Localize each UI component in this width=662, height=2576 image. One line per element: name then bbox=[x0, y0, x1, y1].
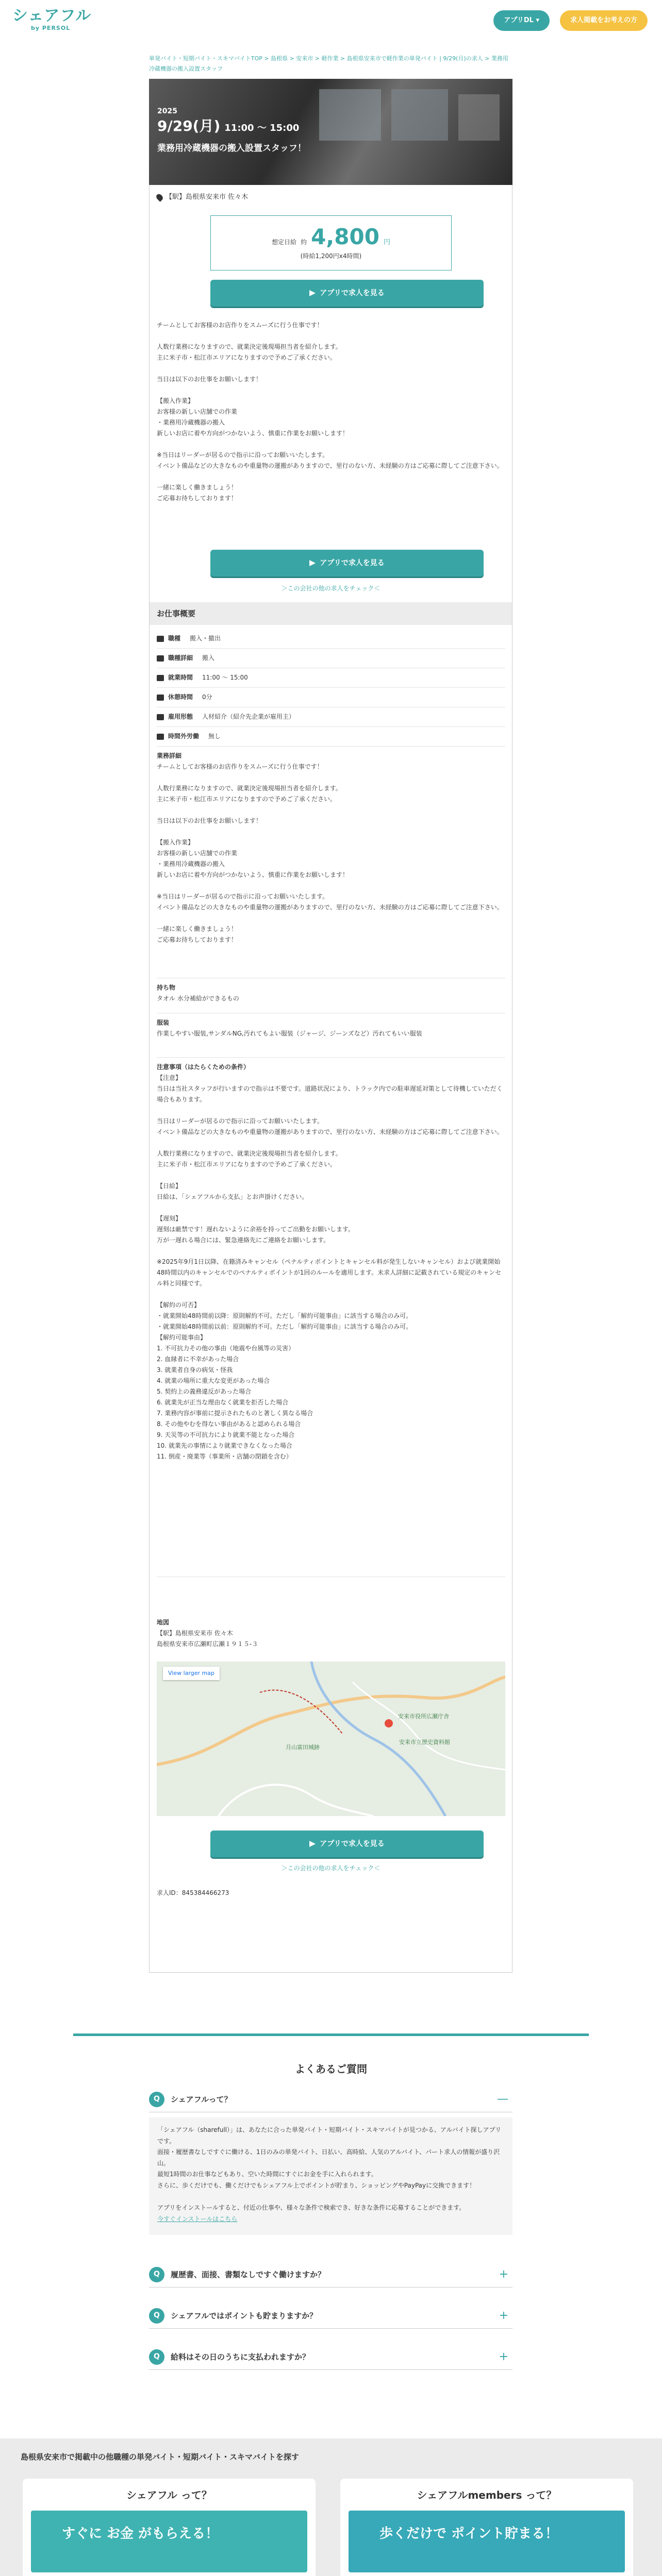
expand-icon[interactable]: + bbox=[499, 2350, 508, 2363]
job-description: チームとしてお客様のお店作りをスムーズに行う仕事です！ 人数行業務になりますので、就業決定後現場担当者を紹介します。 主に米子市・松江市エリアになりますので予めご了承ください。 当日は以下のお仕事をお願いします！ 【搬入作業】 お客様の新しい店舗での作業 ・業務用冷蔵機器の搬入 新しいお店に着や方向がつかないよう、慎重に作業をお願いします！ ※当日はリーダーが居るので指示に沿ってお願いいたします。 イベント備品などの大きなものや重量物の運搬がありますので、里行のない方、未経験の方はご応募に際してご注意下さい。 一緒に楽しく働きましょう！ ご応募お待ちしております！ bbox=[157, 321, 503, 502]
attr-row: 職種詳細 搬入 bbox=[157, 649, 505, 668]
pin-icon bbox=[155, 193, 164, 202]
faq-answer: 「シェアフル（sharefull）」は、あなたに合った単発バイト・短期バイト・スキマバイトが見つかる、アルバイト探しアプリです。 面接・履歴書なしですぐに働ける、1日のみの単発バイト、日払い、高時給、人気のアルバイト、パート求人の情報が盛り沢山。 最短1時間のお仕事などもあり、空いた時間にすぐにお金を手に入れられます。 さらに、歩くだけでも、働くだけでもシェアフル上でポイントが貯まり、ショッピングやPayPayに交換できます！ アプリをインストールすると、付近の仕事や、様々な条件で検索でき、好きな条件に応募することができます。 今すぐインストールはこちら bbox=[149, 2117, 512, 2235]
attr-row: 職種 搬入・撤出 bbox=[157, 629, 505, 649]
map-place-3: 安来市立歴史資料館 bbox=[399, 1739, 450, 1745]
briefcase-icon bbox=[157, 636, 164, 642]
q-icon: Q bbox=[149, 2267, 164, 2282]
promo-section bbox=[0, 2438, 662, 2576]
promo-card-members bbox=[340, 2479, 633, 2576]
wage-prefix: 約 bbox=[301, 239, 307, 246]
expand-icon[interactable]: + bbox=[499, 2309, 508, 2322]
faq-question[interactable]: Q シェアフルではポイントも貯まりますか？ + bbox=[149, 2303, 512, 2329]
attr-row: 就業時間 11:00 〜 15:00 bbox=[157, 668, 505, 688]
logo-sub: by PERSOL bbox=[31, 25, 71, 32]
dress-code: 服装 作業しやすい服装,サンダルNG,汚れてもよい服装（ジャージ、ジーンズなど）汚れてもいい服装 bbox=[157, 1018, 505, 1058]
job-title: 業務用冷蔵機器の搬入設置スタッフ！ bbox=[157, 143, 306, 154]
site-logo[interactable] bbox=[12, 8, 91, 33]
hero-date: 9/29(月) 11:00 〜 15:00 bbox=[157, 117, 300, 134]
view-in-app-button-3[interactable]: アプリで求人を見る bbox=[210, 1831, 484, 1857]
divider bbox=[73, 2033, 589, 2036]
promo-card-sharefull bbox=[23, 2479, 316, 2576]
expand-icon[interactable]: + bbox=[499, 2267, 508, 2281]
map-place-1: 安来市役所広瀬庁舎 bbox=[398, 1713, 449, 1720]
wage-box bbox=[210, 215, 452, 270]
faq-question[interactable]: Q 給料はその日のうちに支払われますか？ + bbox=[149, 2344, 512, 2370]
promo-title: 島根県安来市で掲載中の他職種の単発バイト・短期バイト・スキマバイトを探す bbox=[21, 2452, 299, 2462]
logo-text: シェアフル bbox=[12, 7, 92, 25]
work-detail: 業務詳細 チームとしてお客様のお店作りをスムーズに行う仕事です！ 人数行業務になりますので、就業決定後現場担当者を紹介します。 主に米子市・松江市エリアになりますので予めご了承ください。 当日は以下のお仕事をお願いします！ 【搬入作業】 お客様の新しい店舗での作業 ・業務用冷蔵機器の搬入 新しいお店に着や方向がつかないよう、慎重に作業をお願いします！ ※当日はリーダーが居るので指示に沿ってお願いいたします。 イベント備品などの大きなものや重量物の運搬がありますので、里行のない方、未経験の方はご応募に際してご注意下さい。 一緒に楽しく働きましょう！ ご応募お待ちしております！ bbox=[157, 751, 505, 978]
job-detail-box bbox=[149, 185, 512, 1973]
map-place-2: 月山富田城跡 bbox=[286, 1744, 320, 1751]
attr-row: 時間外労働 無し bbox=[157, 727, 505, 747]
send-icon bbox=[309, 1841, 316, 1847]
promo-banner[interactable]: すぐに お金 がもらえる！ bbox=[31, 2511, 307, 2572]
section-title: お仕事概要 bbox=[150, 602, 512, 625]
q-icon: Q bbox=[149, 2308, 164, 2324]
overtime-icon bbox=[157, 734, 164, 740]
wage-unit: 円 bbox=[383, 239, 390, 246]
send-icon bbox=[309, 290, 316, 296]
card-heading: シェアフル って？ bbox=[126, 2489, 212, 2501]
building-icon bbox=[157, 714, 164, 720]
wage-label: 想定日給 bbox=[272, 239, 297, 246]
faq-question[interactable]: Q シェアフルって？ — bbox=[149, 2087, 512, 2112]
job-location: 【駅】島根県安来市 佐々木 bbox=[157, 192, 248, 203]
collapse-icon[interactable]: — bbox=[497, 2092, 508, 2106]
map-info: 地図 【駅】島根県安来市 佐々木 島根県安来市広瀬町広瀬１９１５-３ bbox=[157, 1619, 258, 1648]
view-larger-map-link[interactable]: View larger map bbox=[163, 1667, 220, 1680]
map-drawing bbox=[157, 1662, 505, 1816]
install-link[interactable]: 今すぐインストールはこちら bbox=[157, 2215, 238, 2223]
card-heading: シェアフルmembers って？ bbox=[417, 2489, 557, 2501]
corporate-listing-button[interactable]: 求人掲載をお考えの方 bbox=[560, 10, 648, 31]
wage-sub: (時給1,200円x4時間) bbox=[300, 252, 362, 260]
attr-row: 雇用形態 人材紹介（紹介先企業が雇用主） bbox=[157, 707, 505, 727]
coffee-icon bbox=[157, 694, 164, 701]
hero-year: 2025 bbox=[157, 107, 177, 115]
q-icon: Q bbox=[149, 2349, 164, 2365]
notes: 注意事項（はたらくための条件） 【注意】 当日は当社スタッフが行いますので指示は不要です。道路状況により、トラック内での駐車遅延対策として待機していただく場合もあります。 当日はリーダーが居るので指示に沿ってお願いいたします。 イベント備品などの大きなものや重量物の運搬がありますので、里行のない方、未経験の方はご応募に際してご注意下さい。 人数行業務になりますので、就業決定後現場担当者を紹介します。 主に米子市・松江市エリアになりますので予めご了承ください。 【日給】 日給は、「シェアフルから支払」とお声掛けください。 【遅刻】 遅刻は厳禁です！遅れないように余裕を持ってご出勤をお願いします。 万が一遅れる場合には、緊急連絡先にご連絡をお願いします。 ※2025年9月1日以降、在籍済みキャンセル（ペナルティポイントとキャンセル料が発生しないキャンセル）および就業開始48時間以内のキャンセルでのペナルティポイントが1回のルールを適用します。未求人詳細に記載されている規定のキャンセル料と同様です。 【解約の可否】 ・就業開始48時間前以降：原則解約不可。ただし「解約可能事由」に該当する場合のみ可。 ・就業開始48時間前以前：原則解約不可。ただし「解約可能事由」に該当する場合のみ可。 【解約可能事由】 1. 不可抗力その他の事由（地震や台風等の災害） 2. 血縁者に不幸があった場合 3. 就業者自身の病気・怪我 4. 就業の場所に重大な変更があった場合 5. 契約上の義務違反があった場合 6. 就業先が正当な理由なく就業を拒否した場合 7. 業務内容が事前に提示されたものと著しく異なる場合 8. その他やむを得ない事由があると認められる場合 9. 天災等の不可抗力により就業不能となった場合 10. 就業先の事情により就業できなくなった場合 11. 倒産・廃業等（事業所・店舗の閉鎖を含む） bbox=[157, 1062, 505, 1577]
map[interactable] bbox=[157, 1662, 505, 1816]
other-jobs-link-2[interactable]: ＞この会社の他の求人をチェック＜ bbox=[281, 1865, 380, 1872]
faq-question[interactable]: Q 履歴書、面接、書類なしですぐ働けますか？ + bbox=[149, 2262, 512, 2287]
wage-value: 4,800 bbox=[311, 224, 379, 249]
list-icon bbox=[157, 655, 164, 662]
view-in-app-button-2[interactable]: アプリで求人を見る bbox=[210, 550, 484, 577]
q-icon: Q bbox=[149, 2092, 164, 2107]
clock-icon bbox=[157, 675, 164, 681]
belongings: 持ち物 タオル 水分補給ができるもの bbox=[157, 982, 505, 1013]
site-header bbox=[0, 0, 662, 41]
promo-banner[interactable]: 歩くだけで ポイント貯まる！ bbox=[349, 2511, 625, 2572]
faq-title: よくあるご質問 bbox=[295, 2063, 367, 2075]
view-in-app-button[interactable]: アプリで求人を見る bbox=[210, 280, 484, 307]
job-hero-image bbox=[149, 79, 512, 185]
other-jobs-link[interactable]: ＞この会社の他の求人をチェック＜ bbox=[281, 585, 380, 592]
job-id: 求人ID：845384466273 bbox=[157, 1889, 229, 1896]
app-download-button[interactable]: アプリDL ▾ bbox=[493, 10, 550, 31]
breadcrumb[interactable]: 単発バイト・短期バイト・スキマバイトTOP > 島根県 > 安来市 > 軽作業 > 島根県安来市で軽作業の単発バイト | 9/29(月)の求人 > 業務用冷蔵機器の搬入設置スタッフ bbox=[149, 55, 508, 72]
attr-row: 休憩時間 0分 bbox=[157, 688, 505, 707]
send-icon bbox=[309, 560, 316, 566]
